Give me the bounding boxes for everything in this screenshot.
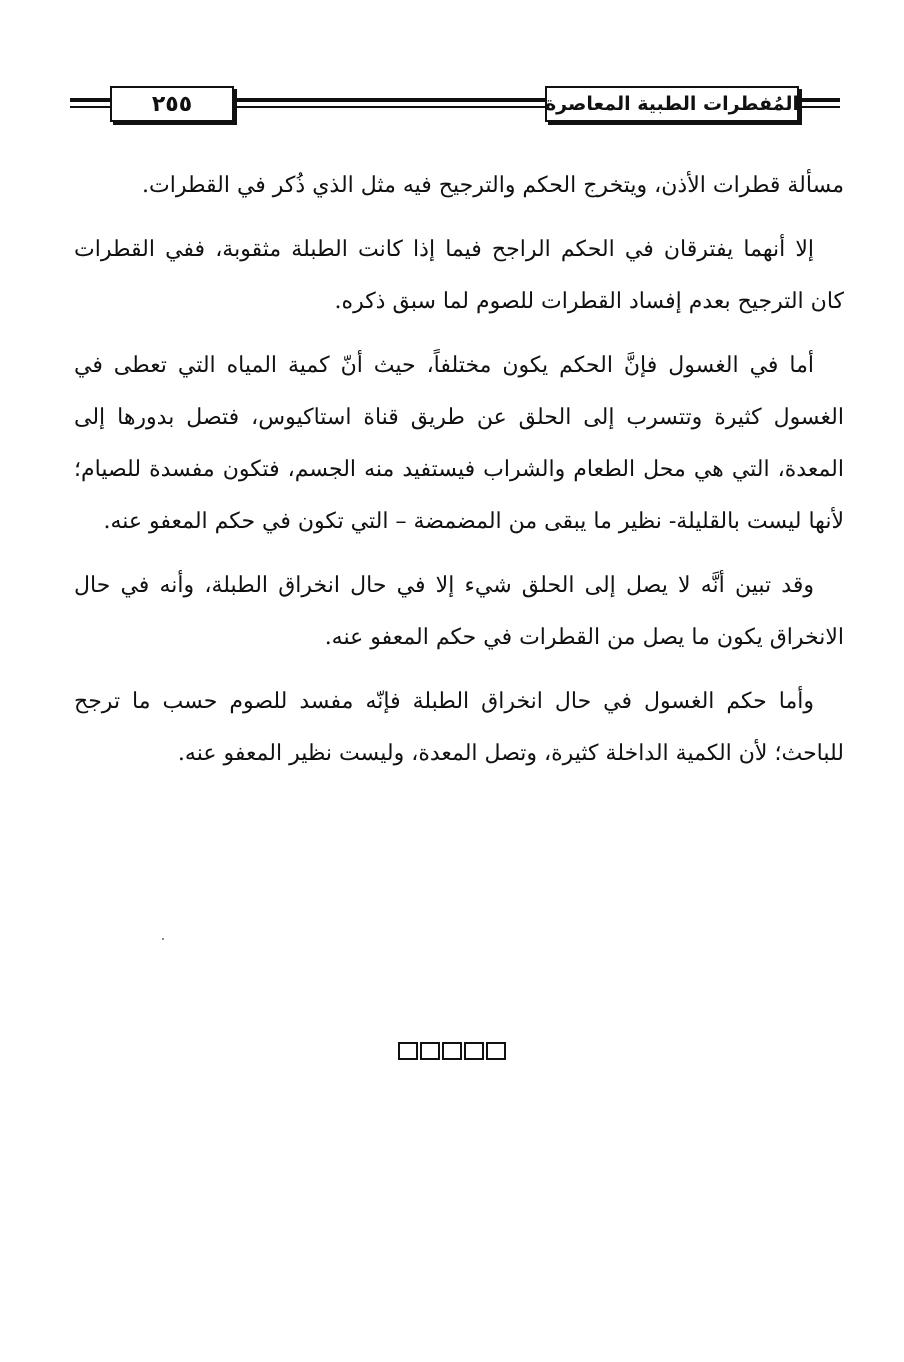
separator-box — [398, 1042, 418, 1060]
separator-box — [464, 1042, 484, 1060]
paragraph-3: أما في الغسول فإنَّ الحكم يكون مختلفاً، حيث أنّ كمية المياه التي تعطى في الغسول كثيرة وتتسرب إلى الحلق عن طريق قناة استاكيوس، فتصل بدورها إلى المعدة، التي هي محل الطعام والشراب فيستفيد منه الجسم، فتكون مفسدة للصيام؛ لأنها ليست بالقليلة- نظير ما يبقى من المضمضة – التي تكون في حكم المعفو عنه. — [74, 353, 844, 534]
paragraph-4: وقد تبين أنَّه لا يصل إلى الحلق شيء إلا في حال انخراق الطبلة، وأنه في حال الانخراق يكون ما يصل من القطرات في حكم المعفو عنه. — [74, 573, 844, 650]
running-title: المُفطرات الطبية المعاصرة — [545, 86, 799, 122]
paragraph-2: إلا أنهما يفترقان في الحكم الراجح فيما إذا كانت الطبلة مثقوبة، ففي القطرات كان الترجيح بعدم إفساد القطرات للصوم لما سبق ذكره. — [74, 237, 844, 314]
running-header — [70, 80, 840, 130]
paragraph-5: وأما حكم الغسول في حال انخراق الطبلة فإنّه مفسد للصوم حسب ما ترجح للباحث؛ لأن الكمية الداخلة كثيرة، وتصل المعدة، وليست نظير المعفو عنه. — [74, 689, 844, 766]
header-rule-middle-thin — [235, 106, 545, 108]
header-rule-right-thin — [800, 106, 840, 108]
page-number: ٢٥٥ — [110, 86, 234, 122]
section-separator — [0, 1040, 904, 1061]
stray-dot — [162, 938, 164, 940]
body-text — [74, 160, 844, 792]
separator-box — [442, 1042, 462, 1060]
separator-box — [486, 1042, 506, 1060]
header-rule-left-thin — [70, 106, 110, 108]
paragraph-1: مسألة قطرات الأذن، ويتخرج الحكم والترجيح فيه مثل الذي ذُكر في القطرات. — [142, 173, 844, 198]
header-rule-left-thick — [70, 98, 110, 102]
separator-box — [420, 1042, 440, 1060]
header-rule-right-thick — [800, 98, 840, 102]
header-rule-middle-thick — [235, 98, 545, 102]
